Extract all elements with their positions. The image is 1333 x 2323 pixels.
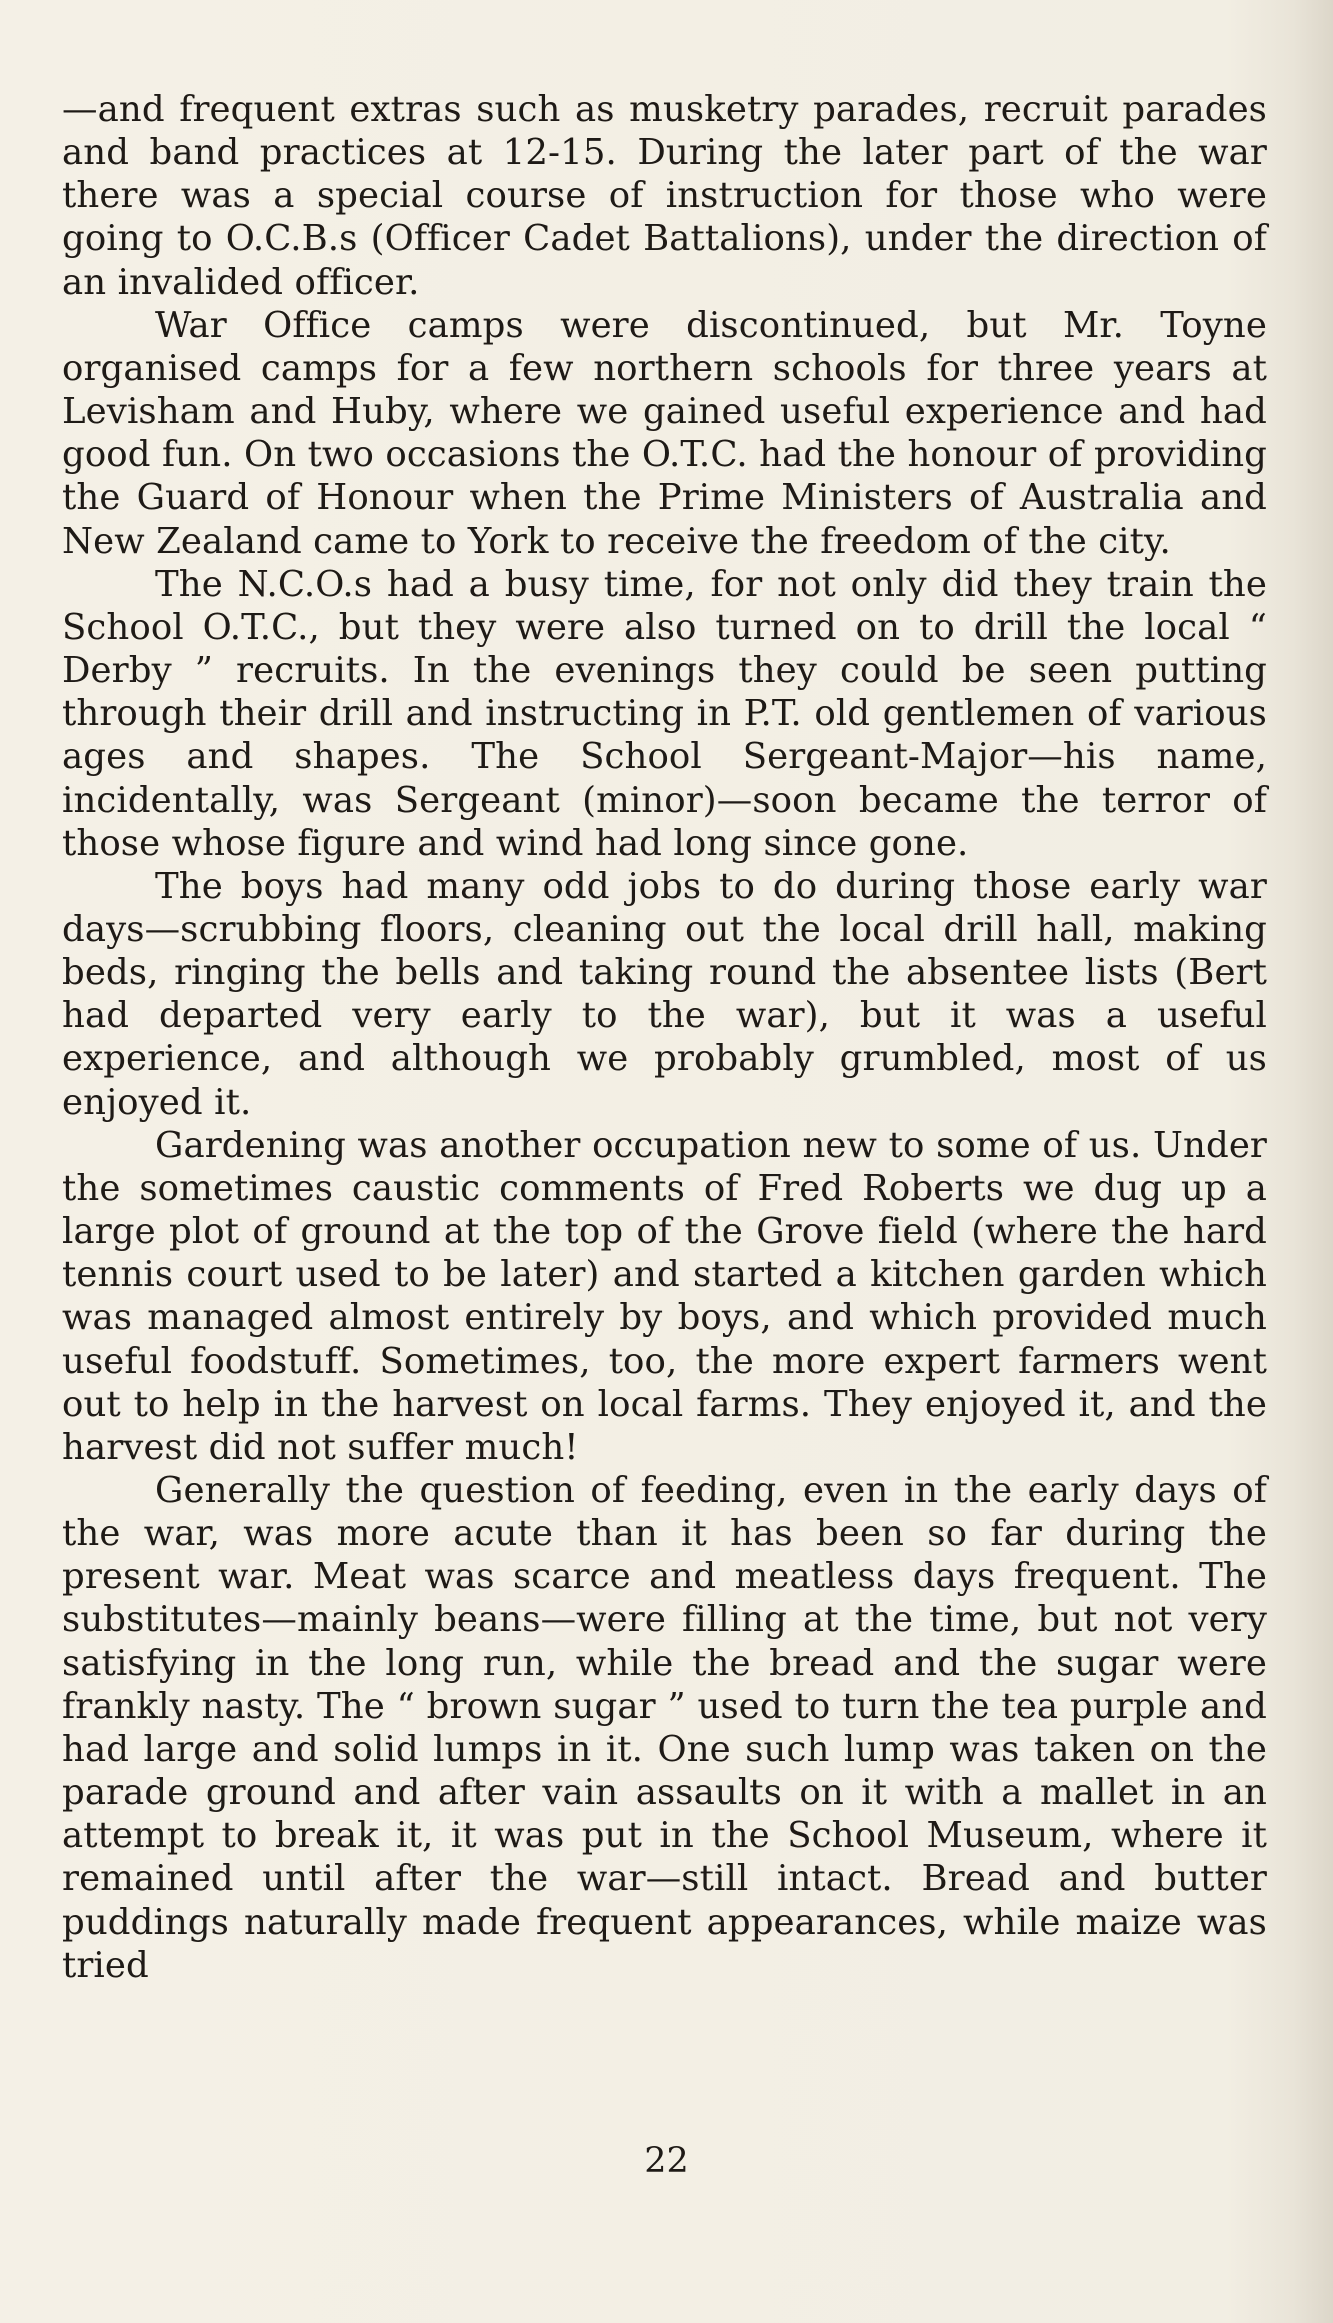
paragraph-3: The N.C.O.s had a busy time, for not only did they train the School O.T.C., but they were also turned on to drill the local “ Derby ” recruits. In the evenings they could be seen putting through their drill and instructing in P.T. old gentlemen of various ages and shapes. The School Sergeant-Major—his name, incidentally, was Sergeant (minor)—soon became the terror of those whose figure and wind had long since gone.	[62, 563, 1267, 864]
paragraph-1: —and frequent extras such as musketry parades, recruit parades and band practices at 12-15. During the later part of the war there was a special course of instruction for those who were going to O.C.B.s (Officer Cadet Battalions), under the direction of an invalided officer.	[62, 89, 1267, 303]
paragraph-5: Gardening was another occupation new to some of us. Under the sometimes caustic comments of Fred Roberts we dug up a large plot of ground at the top of the Grove field (where the hard tennis court used to be later) and started a kitchen garden which was managed almost entirely by boys, and which provided much useful foodstuff. Sometimes, too, the more expert farmers went out to help in the harvest on local farms. They enjoyed it, and the harvest did not suffer much!	[62, 1124, 1267, 1468]
page-number: 22	[644, 2141, 689, 2181]
paragraph-4: The boys had many odd jobs to do during those early war days—scrubbing floors, cleaning out the local drill hall, making beds, ringing the bells and taking round the absentee lists (Bert had departed very early to the war), but it was a useful experience, and although we probably grumbled, most of us enjoyed it.	[62, 865, 1267, 1123]
paragraph-2: War Office camps were discontinued, but Mr. Toyne organised camps for a few northern schools for three years at Levisham and Huby, where we gained useful experience and had good fun. On two occasions the O.T.C. had the honour of providing the Guard of Honour when the Prime Ministers of Australia and New Zealand came to York to receive the freedom of the city.	[62, 304, 1267, 562]
paragraph-6: Generally the question of feeding, even in the early days of the war, was more acute than it has been so far during the present war. Meat was scarce and meatless days frequent. The substitutes—mainly beans—were filling at the time, but not very satisfying in the long run, while the bread and the sugar were frankly nasty. The “ brown sugar ” used to turn the tea purple and had large and solid lumps in it. One such lump was taken on the parade ground and after vain assaults on it with a mallet in an attempt to break it, it was put in the School Museum, where it remained until after the war—still intact. Bread and butter puddings naturally made frequent appearances, while maize was tried	[62, 1470, 1267, 1986]
body-text	[62, 88, 1267, 1987]
